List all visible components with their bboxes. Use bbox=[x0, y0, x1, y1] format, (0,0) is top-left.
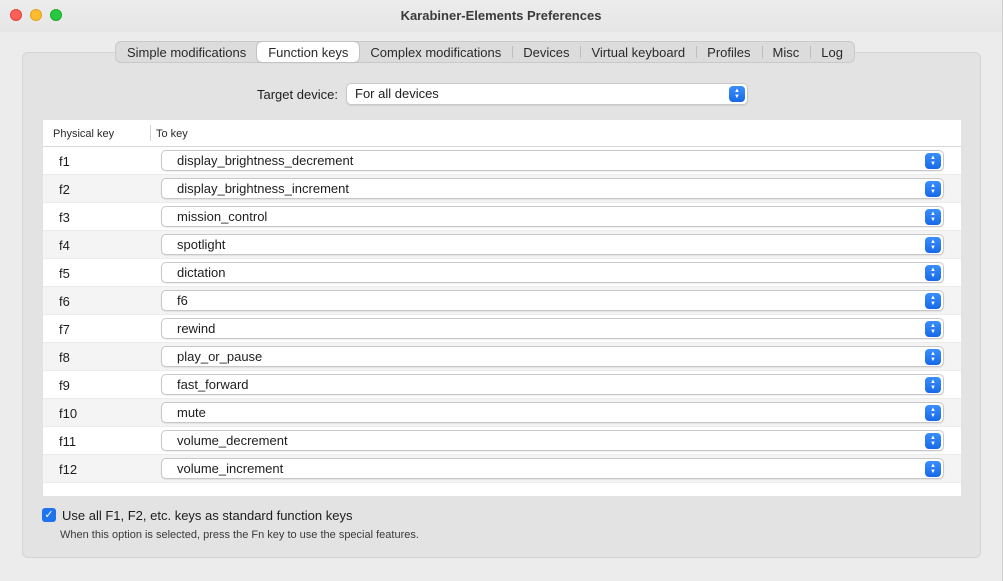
physical-key: f10 bbox=[59, 406, 78, 421]
to-key-select[interactable] bbox=[161, 346, 944, 367]
to-key-value: fast_forward bbox=[177, 377, 249, 392]
physical-key: f12 bbox=[59, 462, 78, 477]
chevron-up-down-icon: ▲ ▼ bbox=[925, 181, 941, 197]
to-key-value: dictation bbox=[177, 265, 226, 280]
table-row bbox=[43, 455, 961, 483]
table-row bbox=[43, 259, 961, 287]
tab-misc[interactable]: Misc bbox=[762, 42, 811, 62]
to-key-value: play_or_pause bbox=[177, 349, 263, 364]
table-row bbox=[43, 203, 961, 231]
physical-key: f11 bbox=[59, 434, 77, 449]
table-row bbox=[43, 343, 961, 371]
to-key-select[interactable] bbox=[161, 290, 944, 311]
to-key-value: volume_decrement bbox=[177, 433, 288, 448]
standard-function-keys-label[interactable]: Use all F1, F2, etc. keys as standard function keys bbox=[62, 508, 353, 523]
chevron-up-down-icon: ▲ ▼ bbox=[925, 153, 941, 169]
to-key-select[interactable] bbox=[161, 206, 944, 227]
to-key-value: display_brightness_decrement bbox=[177, 153, 354, 168]
physical-key: f5 bbox=[59, 266, 70, 281]
to-key-select[interactable] bbox=[161, 150, 944, 171]
to-key-select[interactable] bbox=[161, 458, 944, 479]
window-title: Karabiner-Elements Preferences bbox=[400, 8, 602, 23]
physical-key: f6 bbox=[59, 294, 70, 309]
chevron-up-down-icon: ▲ ▼ bbox=[925, 265, 941, 281]
column-header-physical-key[interactable]: Physical key bbox=[53, 128, 115, 140]
table-row bbox=[43, 427, 961, 455]
target-device-value: For all devices bbox=[355, 86, 439, 101]
table-row bbox=[43, 175, 961, 203]
to-key-select[interactable] bbox=[161, 234, 944, 255]
to-key-select[interactable] bbox=[161, 374, 944, 395]
to-key-value: mission_control bbox=[177, 209, 268, 224]
physical-key: f3 bbox=[59, 210, 70, 225]
checkmark-icon: ✓ bbox=[44, 509, 54, 521]
chevron-up-down-icon: ▲ ▼ bbox=[925, 405, 941, 421]
function-keys-table bbox=[43, 120, 961, 496]
physical-key: f8 bbox=[59, 350, 70, 365]
table-row bbox=[43, 147, 961, 175]
tab-devices[interactable]: Devices bbox=[512, 42, 580, 62]
to-key-value: f6 bbox=[177, 293, 188, 308]
to-key-select[interactable] bbox=[161, 318, 944, 339]
column-header-to-key[interactable]: To key bbox=[156, 128, 188, 140]
tab-profiles[interactable]: Profiles bbox=[696, 42, 761, 62]
physical-key: f7 bbox=[59, 322, 70, 337]
chevron-up-down-icon: ▲ ▼ bbox=[925, 349, 941, 365]
table-row bbox=[43, 287, 961, 315]
table-row bbox=[43, 231, 961, 259]
chevron-up-down-icon: ▲ ▼ bbox=[729, 86, 745, 102]
to-key-select[interactable] bbox=[161, 262, 944, 283]
tab-simple-modifications[interactable]: Simple modifications bbox=[127, 44, 247, 60]
chevron-up-down-icon: ▲ ▼ bbox=[925, 209, 941, 225]
tab-bar bbox=[115, 41, 855, 63]
table-row bbox=[43, 315, 961, 343]
to-key-value: spotlight bbox=[177, 237, 226, 252]
tab-complex-modifications[interactable]: Complex modifications bbox=[370, 44, 502, 60]
chevron-up-down-icon: ▲ ▼ bbox=[925, 461, 941, 477]
column-divider bbox=[150, 125, 151, 141]
to-key-value: rewind bbox=[177, 321, 216, 336]
chevron-up-down-icon: ▲ ▼ bbox=[925, 237, 941, 253]
standard-function-keys-checkbox[interactable] bbox=[42, 508, 56, 522]
table-row bbox=[43, 371, 961, 399]
physical-key: f9 bbox=[59, 378, 70, 393]
to-key-value: display_brightness_increment bbox=[177, 181, 349, 196]
chevron-up-down-icon: ▲ ▼ bbox=[925, 293, 941, 309]
physical-key: f1 bbox=[59, 154, 70, 169]
tab-log[interactable]: Log bbox=[810, 42, 854, 62]
physical-key: f2 bbox=[59, 182, 70, 197]
tab-function-keys[interactable]: Function keys bbox=[257, 42, 359, 62]
table-header bbox=[43, 120, 961, 147]
physical-key: f4 bbox=[59, 238, 70, 253]
chevron-up-down-icon: ▲ ▼ bbox=[925, 433, 941, 449]
to-key-select[interactable] bbox=[161, 178, 944, 199]
to-key-value: volume_increment bbox=[177, 461, 284, 476]
to-key-select[interactable] bbox=[161, 430, 944, 451]
title-bar bbox=[0, 0, 1002, 32]
to-key-select[interactable] bbox=[161, 402, 944, 423]
chevron-up-down-icon: ▲ ▼ bbox=[925, 377, 941, 393]
target-device-select[interactable] bbox=[346, 83, 748, 105]
tab-virtual-keyboard[interactable]: Virtual keyboard bbox=[580, 42, 696, 62]
target-device-label: Target device: bbox=[257, 87, 338, 102]
to-key-value: mute bbox=[177, 405, 206, 420]
standard-function-keys-hint: When this option is selected, press the Fn key to use the special features. bbox=[60, 529, 419, 541]
table-row bbox=[43, 399, 961, 427]
chevron-up-down-icon: ▲ ▼ bbox=[925, 321, 941, 337]
